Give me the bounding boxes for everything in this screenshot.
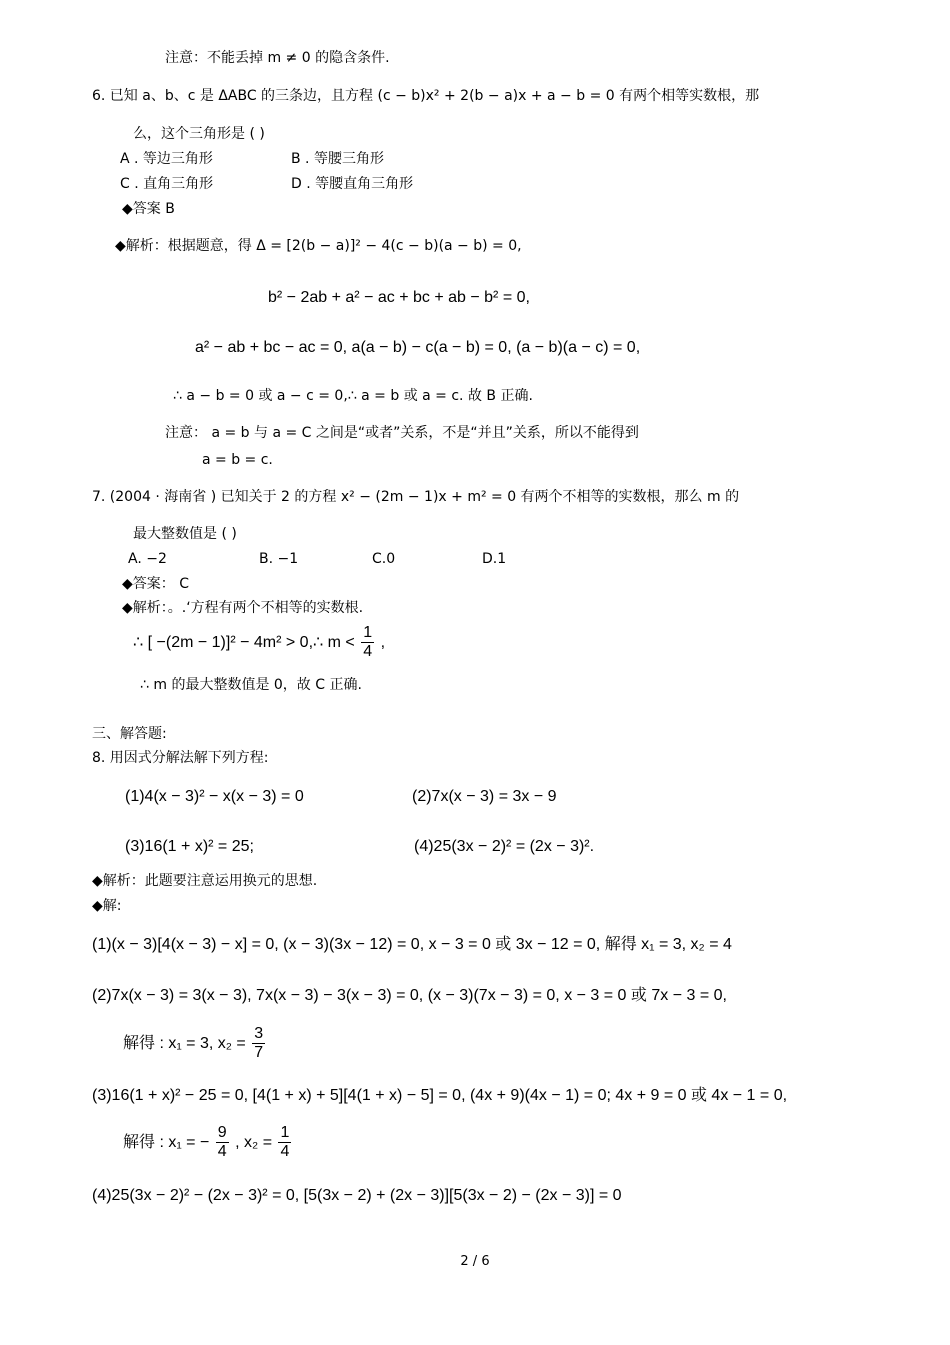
q8-analysis: ◆解析：此题要注意运用换元的思想.: [92, 873, 318, 889]
q8-solution-4: (4)25(3x − 2)² − (2x − 3)² = 0, [5(3x − 2) + (2x − 3)][5(3x − 2) − (2x − 3)] = 0: [92, 1187, 622, 1204]
q7-option-a: A. −2: [128, 551, 167, 567]
q7-inequality-end: ,: [380, 634, 386, 652]
q8-solution-3: (3)16(1 + x)² − 25 = 0, [4(1 + x) + 5][4(1 + x) − 5] = 0, (4x + 9)(4x − 1) = 0; 4x + 9 = 0 或 4x − 1 = 0,: [92, 1087, 788, 1104]
q8-solution-3-denominator-1: 4: [217, 1143, 227, 1161]
q8-solution-label: ◆解:: [92, 898, 122, 914]
q6-option-b: B . 等腰三角形: [291, 151, 384, 167]
q8-solution-3-text-1: 解得 : x₁ = −: [123, 1134, 210, 1152]
note-m-nonzero: 注意：不能丢掉 m ≠ 0 的隐含条件.: [165, 50, 390, 66]
q6-stem: 6. 已知 a、b、c 是 ΔABC 的三条边，且方程 (c − b)x² + 2(b − a)x + a − b = 0 有两个相等实数根，那: [92, 88, 760, 104]
q8-solution-2-numerator: 3: [252, 1025, 265, 1044]
q6-note: 注意： a = b 与 a = C 之间是“或者”关系，不是“并且”关系，所以不能得到: [165, 425, 639, 441]
q6-option-c: C . 直角三角形: [120, 176, 214, 192]
q8-solution-2-denominator: 7: [254, 1044, 264, 1062]
q6-equation-2: a² − ab + bc − ac = 0, a(a − b) − c(a − b) = 0, (a − b)(a − c) = 0,: [195, 339, 641, 356]
q7-fraction-denominator: 4: [363, 643, 373, 661]
q8-solution-3-fraction-1: [216, 1124, 229, 1162]
q7-option-c: C.0: [372, 551, 396, 567]
q7-stem: 7. (2004 · 海南省 ) 已知关于 2 的方程 x² − (2m − 1)x + m² = 0 有两个不相等的实数根，那么 m 的: [92, 489, 740, 505]
q8-solution-3-numerator-2: 1: [278, 1124, 291, 1143]
q7-answer: ◆答案： C: [122, 576, 189, 592]
q8-solution-2-text: 解得 : x₁ = 3, x₂ =: [123, 1035, 246, 1053]
q6-note-cont: a = b = c.: [202, 452, 273, 468]
q7-stem-cont: 最大整数值是 ( ): [133, 526, 237, 542]
q6-option-d: D . 等腰直角三角形: [291, 176, 414, 192]
q8-problem-4: (4)25(3x − 2)² = (2x − 3)².: [414, 838, 595, 855]
q7-fraction-numerator: 1: [361, 624, 374, 643]
q7-fraction: [361, 624, 374, 662]
q8-solution-3-fraction-2: [278, 1124, 291, 1162]
q7-option-d: D.1: [482, 551, 507, 567]
q7-analysis: ◆解析：。.‘方程有两个不相等的实数根.: [122, 600, 364, 616]
q8-stem: 8. 用因式分解法解下列方程:: [92, 750, 269, 766]
q8-solution-3-denominator-2: 4: [280, 1143, 290, 1161]
q8-problem-2: (2)7x(x − 3) = 3x − 9: [412, 788, 557, 805]
q6-stem-cont: 么，这个三角形是 ( ): [133, 126, 265, 142]
q7-option-b: B. −1: [259, 551, 299, 567]
page-number: 2 / 6: [460, 1254, 490, 1269]
q6-equation-1: b² − 2ab + a² − ac + bc + ab − b² = 0,: [268, 289, 530, 306]
q8-solution-3-text-2: , x₂ =: [235, 1134, 273, 1152]
section-3-heading: 三、解答题:: [92, 726, 167, 742]
q6-analysis: ◆解析：根据题意，得 Δ = [2(b − a)]² − 4(c − b)(a − b) = 0,: [115, 238, 522, 254]
q6-equation-3: ∴ a − b = 0 或 a − c = 0,∴ a = b 或 a = c. 故 B 正确.: [173, 388, 533, 404]
q8-solution-1: (1)(x − 3)[4(x − 3) − x] = 0, (x − 3)(3x − 12) = 0, x − 3 = 0 或 3x − 12 = 0, 解得 x₁ = 3, x₂ = 4: [92, 936, 732, 953]
q7-conclusion: ∴ m 的最大整数值是 0，故 C 正确.: [140, 677, 362, 693]
q8-problem-1: (1)4(x − 3)² − x(x − 3) = 0: [125, 788, 304, 805]
q8-problem-3: (3)16(1 + x)² = 25;: [125, 838, 254, 855]
q8-solution-2-result: [123, 1025, 267, 1063]
q6-option-a: A . 等边三角形: [120, 151, 213, 167]
q7-inequality-text: ∴ [ −(2m − 1)]² − 4m² > 0,∴ m <: [133, 634, 355, 652]
q8-solution-2: (2)7x(x − 3) = 3(x − 3), 7x(x − 3) − 3(x − 3) = 0, (x − 3)(7x − 3) = 0, x − 3 = 0 或 7x − 3 = 0,: [92, 987, 727, 1004]
q8-solution-3-result: [123, 1124, 293, 1162]
q7-inequality: [133, 624, 385, 662]
q6-answer: ◆答案 B: [122, 201, 175, 217]
q8-solution-3-numerator-1: 9: [216, 1124, 229, 1143]
q8-solution-2-fraction: [252, 1025, 265, 1063]
